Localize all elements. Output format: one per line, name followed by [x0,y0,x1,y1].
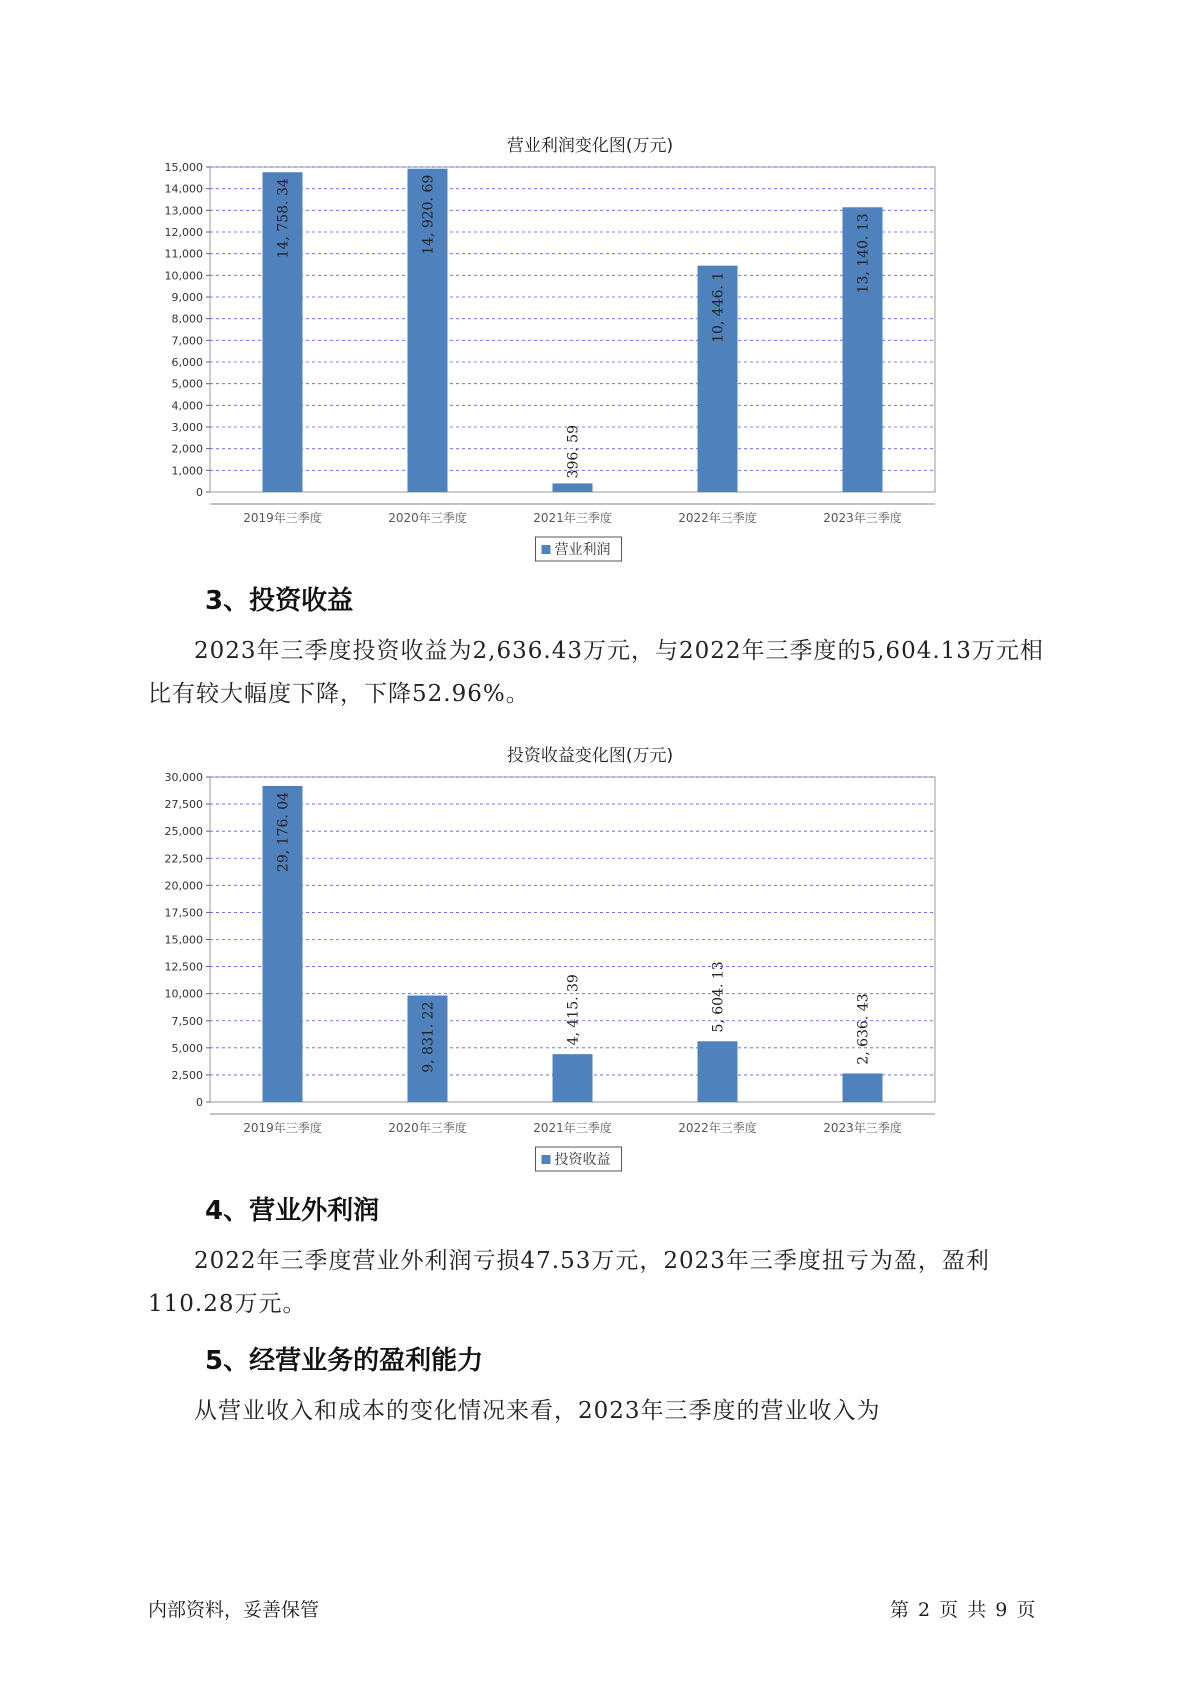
y-tick-label: 9,000 [171,291,203,304]
bar [553,483,593,492]
x-tick-label: 2020年三季度 [388,1121,467,1135]
operating-profit-chart [150,135,1030,577]
x-tick-label: 2019年三季度 [243,511,322,525]
y-tick-label: 13,000 [164,204,203,218]
y-tick-label: 22,500 [164,852,203,866]
y-tick-label: 2,500 [171,1068,203,1082]
footer-page-number: 第 2 页 共 9 页 [890,1599,1036,1621]
y-tick-label: 27,500 [164,798,203,812]
legend-swatch [542,1155,551,1164]
y-tick-label: 2,000 [171,442,203,456]
y-tick-label: 1,000 [171,464,203,478]
x-tick-label: 2022年三季度 [678,1121,757,1135]
data-label: 13, 140. 13 [855,213,872,294]
y-tick-label: 6,000 [171,356,203,369]
bar [698,1041,738,1102]
legend-swatch [542,545,551,554]
y-tick-label: 30,000 [164,771,203,784]
y-tick-label: 3,000 [171,421,203,434]
y-tick-label: 25,000 [164,825,203,839]
y-tick-label: 14,000 [164,182,203,196]
legend-label: 投资收益 [554,1152,611,1168]
section-5-heading: 5、经营业务的盈利能力 [205,1346,484,1376]
bar [843,1073,883,1102]
x-tick-label: 2022年三季度 [678,511,757,525]
data-label: 396. 59 [565,425,582,479]
section-4-paragraph: 2022年三季度营业外利润亏损47.53万元，2023年三季度扭亏为盈，盈利110.28万元。 [148,1248,990,1317]
legend [536,537,622,561]
data-label: 9, 831. 22 [420,1001,437,1073]
data-label: 14, 758. 34 [275,178,292,259]
x-tick-label: 2023年三季度 [823,511,902,525]
section-4-heading: 4、营业外利润 [205,1196,380,1226]
legend-label: 营业利润 [554,542,611,558]
data-label: 14, 920. 69 [420,174,437,255]
y-tick-label: 0 [196,1096,203,1109]
footer-confidential-note: 内部资料，妥善保管 [148,1599,320,1621]
data-label: 5, 604. 13 [710,961,727,1033]
investment-income-chart [150,745,1030,1187]
data-label: 29, 176. 04 [275,791,292,873]
x-tick-label: 2021年三季度 [533,1121,612,1135]
section-5-paragraph: 从营业收入和成本的变化情况来看，2023年三季度的营业收入为 [194,1398,881,1424]
y-tick-label: 11,000 [164,247,203,261]
y-tick-label: 15,000 [164,161,203,174]
section-3-heading: 3、投资收益 [205,586,354,616]
y-tick-label: 4,000 [171,399,203,413]
y-tick-label: 5,000 [171,1041,203,1055]
data-label: 2, 636. 43 [855,993,872,1065]
y-tick-label: 10,000 [164,987,203,1001]
y-tick-label: 0 [196,486,203,499]
y-tick-label: 17,500 [164,906,203,920]
y-tick-label: 12,500 [164,960,203,974]
bar [553,1054,593,1102]
chart-title: 营业利润变化图(万元) [506,136,674,156]
x-tick-label: 2019年三季度 [243,1121,322,1135]
legend [536,1147,622,1171]
y-tick-label: 5,000 [171,377,203,391]
y-tick-label: 15,000 [164,933,203,947]
x-tick-label: 2020年三季度 [388,511,467,525]
chart-svg [150,157,1030,577]
chart-svg [150,767,1030,1187]
data-label: 10, 446. 1 [710,271,727,343]
y-tick-label: 7,000 [171,334,203,348]
chart-title: 投资收益变化图(万元) [506,746,674,766]
x-tick-label: 2021年三季度 [533,511,612,525]
y-tick-label: 12,000 [164,226,203,239]
x-tick-label: 2023年三季度 [823,1121,902,1135]
y-tick-label: 8,000 [171,312,203,326]
y-tick-label: 10,000 [164,269,203,283]
y-tick-label: 20,000 [164,879,203,893]
section-3-paragraph: 2023年三季度投资收益为2,636.43万元，与2022年三季度的5,604.13万元相比有较大幅度下降，下降52.96%。 [148,638,1044,707]
y-tick-label: 7,500 [171,1014,203,1028]
data-label: 4, 415. 39 [565,974,582,1046]
